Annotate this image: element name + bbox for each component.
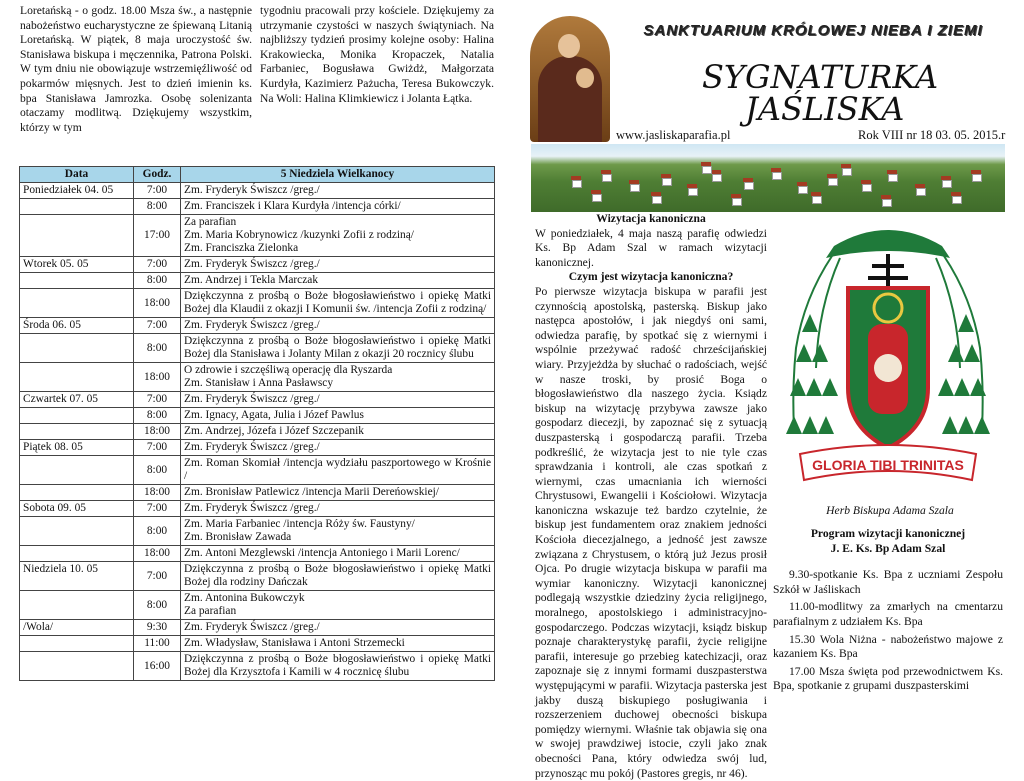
house	[652, 196, 662, 204]
robe-shape	[538, 56, 602, 142]
house	[842, 168, 852, 176]
table-row	[20, 318, 495, 334]
house	[602, 174, 612, 182]
intention-cell: Zm. Antonina Bukowczyk Za parafian	[181, 591, 495, 620]
intention-cell: Zm. Ignacy, Agata, Julia i Józef Pawlus	[181, 408, 495, 424]
intention-cell: Zm. Antoni Mezglewski /intencja Antoniego i Marii Lorenc/	[181, 546, 495, 562]
table-row	[20, 517, 495, 546]
date-cell	[20, 424, 134, 440]
intention-cell: Zm. Roman Skomiał /intencja wydziału paszportowego w Krośnie /	[181, 456, 495, 485]
paragraph: tygodniu pracowali przy kościele. Dziękujemy za utrzymanie czystości w naszych świątyniach. Na najbliższy tydzień prosimy kolejne osoby: Halina Krakowiecka, Monika Kropaczek, Natalia Farbaniec, Bogusława Gwiżdż, Małgorzata Kurdyła, Kazimierz Pażucha, Teresa Bukowczyk. Na Woli: Halina Klimkiewicz i Jolanta Łątka.	[260, 4, 494, 105]
date-cell	[20, 289, 134, 318]
time-cell: 18:00	[134, 424, 181, 440]
table-row	[20, 408, 495, 424]
house	[888, 174, 898, 182]
table-row	[20, 424, 495, 440]
coat-of-arms-caption: Herb Biskupa Adama Szala	[826, 504, 954, 517]
house	[592, 194, 602, 202]
date-cell: Sobota 09. 05	[20, 501, 134, 517]
date-cell	[20, 334, 134, 363]
madonna-icon-image	[530, 16, 610, 142]
intro-text-column-2	[260, 4, 494, 106]
article-body: Po pierwsze wizytacja biskupa w parafii jest czynnością apostolską, pasterską. Biskup jako następca apostołów, i jak niegdyś oni sami, odwiedza parafię, by spotkać się z wiernymi i wspólnie przeżywać radość chrześcijańskiej wiary. Przyjeżdża by słuchać o radościach, wejść w nasze troski, by prosić Boga o błogosławieństwo dla naszego życia. Ksiądz biskup na wizytację przybywa zawsze jako gospodarz diecezji, by zapoznać się z sytuacją duszpasterską i gospodarczą parafii. Trzeba podkreślić, że wizytacja jest to nie tyle czas sprawdzania i kontroli, ale czas spotkań z wiernymi, czas umacniania ich wierności Chrystusowi, Ewangelii i Kościołowi. Wizytacja kanoniczna wskazuje też bardzo czytelnie, że biskup jest fundamentem oraz znakiem jedności Kościoła diecezjalnego, a jedność jest zawsze związana z Chrystusem, o którą już Jezus prosił Ojca. Po drugie wizytacja biskupa w parafii ma wymiar kanoniczny. Wizytacji kanonicznej podlegają wszystkie dziedziny życia religijnego, moralnego, apostolskiego i administracyjno-gospodarczego. Podczas wizytacji, ksiądz biskup poznaje charakterystykę parafii, życie religijne parafii, interesuje go przebieg katechizacji, oraz zapoznaje się z innymi formami duszpasterstwa występującymi w parafii. Wizytacja pasterska jest jakby duszą biskupiego posługiwania i rozszerzeniem duchowej obecności biskupa pomiędzy wiernymi. Właśnie tak objawia się ona w swojej prawdziwej istocie, czyli jako znak obecności Pana, który odwiedza swój lud, przynosząc mu pokój (Pastores gregis, nr 46).	[535, 284, 767, 780]
table-row	[20, 440, 495, 456]
time-cell: 8:00	[134, 408, 181, 424]
date-cell	[20, 517, 134, 546]
date-cell	[20, 363, 134, 392]
table-row	[20, 289, 495, 318]
date-cell	[20, 199, 134, 215]
house	[702, 166, 712, 174]
intro-text-column-1	[20, 4, 252, 135]
time-cell: 16:00	[134, 652, 181, 681]
date-cell	[20, 636, 134, 652]
time-cell: 9:30	[134, 620, 181, 636]
program-item: 9.30-spotkanie Ks. Bpa z uczniami Zespołu Szkół w Jaśliskach	[773, 568, 1003, 596]
table-row	[20, 334, 495, 363]
tassel-cords-right	[936, 256, 983, 428]
intention-cell: Dziękczynna z prośbą o Boże błogosławieństwo i opiekę Matki Bożej dla Klaudii z okazji I Komunii św. /intencja Zofii z rodziną/	[181, 289, 495, 318]
time-cell: 7:00	[134, 501, 181, 517]
table-row	[20, 485, 495, 501]
intention-cell: Zm. Bronisław Patlewicz /intencja Marii Dereńowskiej/	[181, 485, 495, 501]
time-cell: 8:00	[134, 591, 181, 620]
time-cell: 7:00	[134, 183, 181, 199]
house	[798, 186, 808, 194]
date-cell	[20, 591, 134, 620]
house	[688, 188, 698, 196]
time-cell: 8:00	[134, 517, 181, 546]
date-cell	[20, 215, 134, 257]
house	[772, 172, 782, 180]
time-cell: 18:00	[134, 289, 181, 318]
intention-cell: Zm. Fryderyk Świszcz /greg./	[181, 318, 495, 334]
house	[732, 198, 742, 206]
date-cell	[20, 652, 134, 681]
motto-text: GLORIA TIBI TRINITAS	[812, 457, 964, 473]
date-cell: Środa 06. 05	[20, 318, 134, 334]
date-cell	[20, 485, 134, 501]
time-cell: 18:00	[134, 546, 181, 562]
intention-cell: Dziękczynna z prośbą o Boże błogosławieństwo i opiekę Matki Bożej dla Stanisława i Jolanty Milan z okazji 20 rocznicy ślubu	[181, 334, 495, 363]
table-header-row	[20, 167, 495, 183]
date-cell	[20, 273, 134, 289]
intention-cell: Zm. Fryderyk Świszcz /greg./	[181, 392, 495, 408]
time-cell: 18:00	[134, 485, 181, 501]
article-question: Czym jest wizytacja kanoniczna?	[568, 270, 734, 284]
table-row	[20, 620, 495, 636]
time-cell: 7:00	[134, 257, 181, 273]
intention-cell: Dziękczynna z prośbą o Boże błogosławieństwo i opiekę Matki Bożej dla rodziny Dańczak	[181, 562, 495, 591]
house	[630, 184, 640, 192]
time-cell: 8:00	[134, 456, 181, 485]
intention-cell: Dziękczynna z prośbą o Boże błogosławieństwo i opiekę Matki Bożej dla Krzysztofa i Kamili w 4 rocznicę ślubu	[181, 652, 495, 681]
article-heading: Wizytacja kanoniczna	[596, 212, 706, 225]
intention-cell: Zm. Fryderyk Świszcz /greg./	[181, 257, 495, 273]
date-cell: Poniedziałek 04. 05	[20, 183, 134, 199]
paragraph: Loretańską - o godz. 18.00 Msza św., a następnie nabożeństwo eucharystyczne ze śpiewaną Litanią Loretańską. W piątek, 8 maja uroczystość św. Stanisława biskupa i męczennika, Patrona Polski. W tym dniu nie obowiązuje wstrzemięźliwość od pokarmów mięsnych. Jest to dzień imienin ks. bpa Stanisława Jamrozka. Osobę solenizanta otaczamy modlitwą. Dziękujemy wszystkim, którzy w tym	[20, 4, 252, 134]
table-row	[20, 199, 495, 215]
date-cell: Czwartek 07. 05	[20, 392, 134, 408]
intention-cell: Zm. Franciszek i Klara Kurdyła /intencja córki/	[181, 199, 495, 215]
intention-cell: Zm. Fryderyk Świszcz /greg./	[181, 501, 495, 517]
house	[952, 196, 962, 204]
time-cell: 8:00	[134, 334, 181, 363]
schedule-body	[20, 183, 495, 681]
coat-of-arms-image	[774, 218, 1002, 488]
intention-cell: Zm. Andrzej, Józefa i Józef Szczepanik	[181, 424, 495, 440]
time-cell: 8:00	[134, 199, 181, 215]
intention-cell: Zm. Fryderyk Świszcz /greg./	[181, 183, 495, 199]
sanctuary-banner	[618, 22, 1008, 39]
house	[572, 180, 582, 188]
madonna-figure-icon	[874, 354, 902, 382]
intention-cell: Za parafian Zm. Maria Kobrynowicz /kuzynki Zofii z rodziną/ Zm. Franciszka Zielonka	[181, 215, 495, 257]
house	[916, 188, 926, 196]
intention-cell: Zm. Fryderyk Świszcz /greg./	[181, 440, 495, 456]
visitation-program	[773, 527, 1003, 694]
table-row	[20, 183, 495, 199]
table-row	[20, 456, 495, 485]
banner-text: SANKTUARIUM KRÓLOWEJ NIEBA I ZIEMI	[643, 22, 983, 39]
newsletter-title: SYGNATURKA	[702, 58, 939, 96]
tassel-cords-left	[793, 256, 840, 428]
table-row	[20, 546, 495, 562]
intention-cell: Zm. Fryderyk Świszcz /greg./	[181, 620, 495, 636]
galero-hat	[826, 230, 950, 258]
table-row	[20, 273, 495, 289]
program-subheading: J. E. Ks. Bp Adam Szal	[830, 541, 946, 555]
program-item: 15.30 Wola Niżna - nabożeństwo majowe z kazaniem Ks. Bpa	[773, 632, 1003, 661]
date-cell: Piątek 08. 05	[20, 440, 134, 456]
table-row	[20, 636, 495, 652]
intention-cell: Zm. Władysław, Stanisława i Antoni Strzemecki	[181, 636, 495, 652]
table-row	[20, 591, 495, 620]
date-cell: /Wola/	[20, 620, 134, 636]
newsletter-subtitle: JAŚLISKA	[745, 90, 905, 128]
program-heading: Program wizytacji kanonicznej	[810, 527, 966, 540]
village-panorama-photo	[531, 144, 1005, 212]
house	[712, 174, 722, 182]
column-header-intention: 5 Niedziela Wielkanocy	[181, 167, 495, 183]
time-cell: 18:00	[134, 363, 181, 392]
table-row	[20, 562, 495, 591]
time-cell: 8:00	[134, 273, 181, 289]
intention-cell: O zdrowie i szczęśliwą operację dla Ryszarda Zm. Stanisław i Anna Pasławscy	[181, 363, 495, 392]
table-row	[20, 652, 495, 681]
house	[972, 174, 982, 182]
table-row	[20, 363, 495, 392]
time-cell: 7:00	[134, 392, 181, 408]
time-cell: 7:00	[134, 440, 181, 456]
date-cell	[20, 546, 134, 562]
program-item: 11.00-modlitwy za zmarłych na cmentarzu parafialnym z udziałem Ks. Bpa	[773, 600, 1003, 628]
column-header-date: Data	[20, 167, 134, 183]
issue-info: Rok VIII nr 18 03. 05. 2015.r	[858, 128, 1006, 142]
house	[862, 184, 872, 192]
table-row	[20, 392, 495, 408]
intention-cell: Zm. Andrzej i Tekla Marczak	[181, 273, 495, 289]
table-row	[20, 501, 495, 517]
program-item: 17.00 Msza święta pod przewodnictwem Ks. Bpa, spotkanie z grupami duszpasterskimi	[773, 664, 1003, 693]
house	[882, 199, 892, 207]
website-url: www.jasliskaparafia.pl	[616, 128, 731, 142]
child-shape	[576, 68, 594, 88]
house	[942, 180, 952, 188]
date-cell: Niedziela 10. 05	[20, 562, 134, 591]
time-cell: 11:00	[134, 636, 181, 652]
date-cell	[20, 456, 134, 485]
mass-schedule-table	[19, 166, 495, 681]
house	[662, 178, 672, 186]
face-shape	[558, 34, 580, 58]
date-cell: Wtorek 05. 05	[20, 257, 134, 273]
table-row	[20, 257, 495, 273]
house	[828, 178, 838, 186]
house	[812, 196, 822, 204]
time-cell: 7:00	[134, 562, 181, 591]
column-header-time: Godz.	[134, 167, 181, 183]
house	[744, 182, 754, 190]
table-row	[20, 215, 495, 257]
time-cell: 7:00	[134, 318, 181, 334]
article-intro: W poniedziałek, 4 maja naszą parafię odwiedzi Ks. Bp Adam Szal w ramach wizytacji kanonicznej.	[535, 226, 767, 269]
visitation-article	[535, 212, 767, 781]
date-cell	[20, 408, 134, 424]
intention-cell: Zm. Maria Farbaniec /intencja Róży św. Faustyny/ Zm. Bronisław Zawada	[181, 517, 495, 546]
time-cell: 17:00	[134, 215, 181, 257]
